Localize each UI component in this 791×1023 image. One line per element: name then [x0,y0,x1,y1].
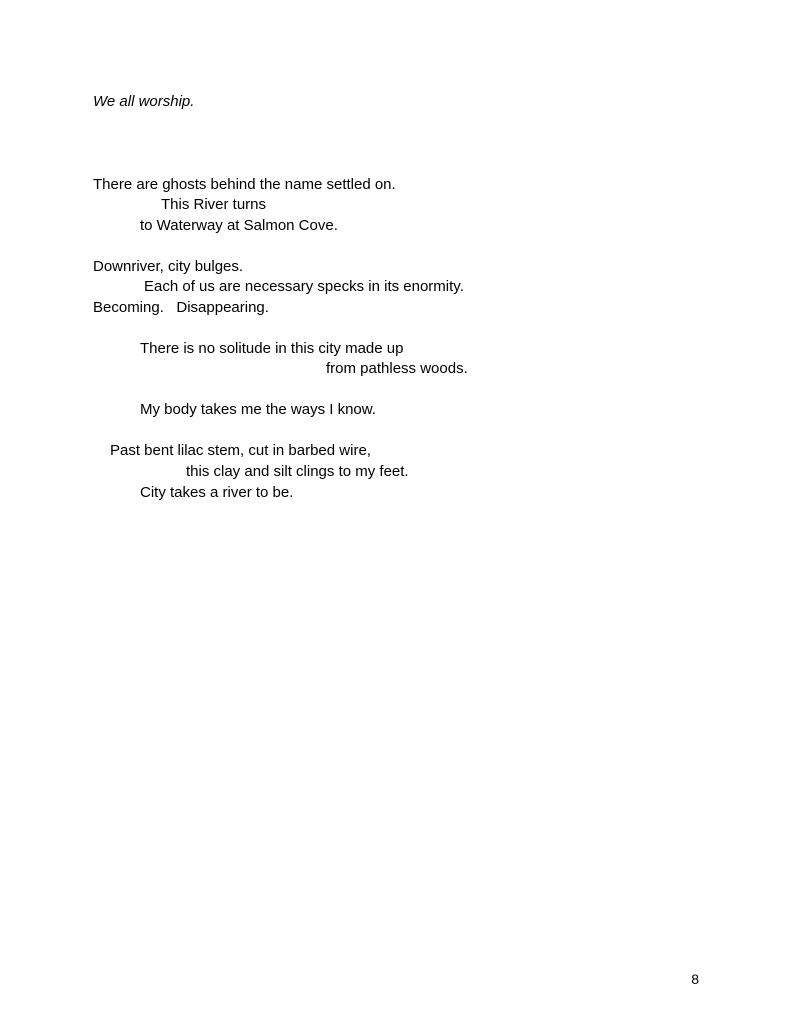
poem-line: from pathless woods. [326,360,468,377]
poem-line: to Waterway at Salmon Cove. [140,217,338,234]
poem-line: My body takes me the ways I know. [140,401,376,418]
poem-line: this clay and silt clings to my feet. [186,463,409,480]
poem-line: There is no solitude in this city made up [140,340,404,357]
poem-line: There are ghosts behind the name settled on. [93,176,396,193]
epigraph: We all worship. [93,93,195,110]
poem-line: Past bent lilac stem, cut in barbed wire, [110,442,371,459]
poem-line: This River turns [161,196,267,213]
page-number: 8 [691,971,699,987]
poem-line: City takes a river to be. [140,484,294,501]
poem-line: Each of us are necessary specks in its enormity. [144,278,464,295]
poem-line: Becoming. Disappearing. [93,299,269,316]
poem-line: Downriver, city bulges. [93,258,244,275]
